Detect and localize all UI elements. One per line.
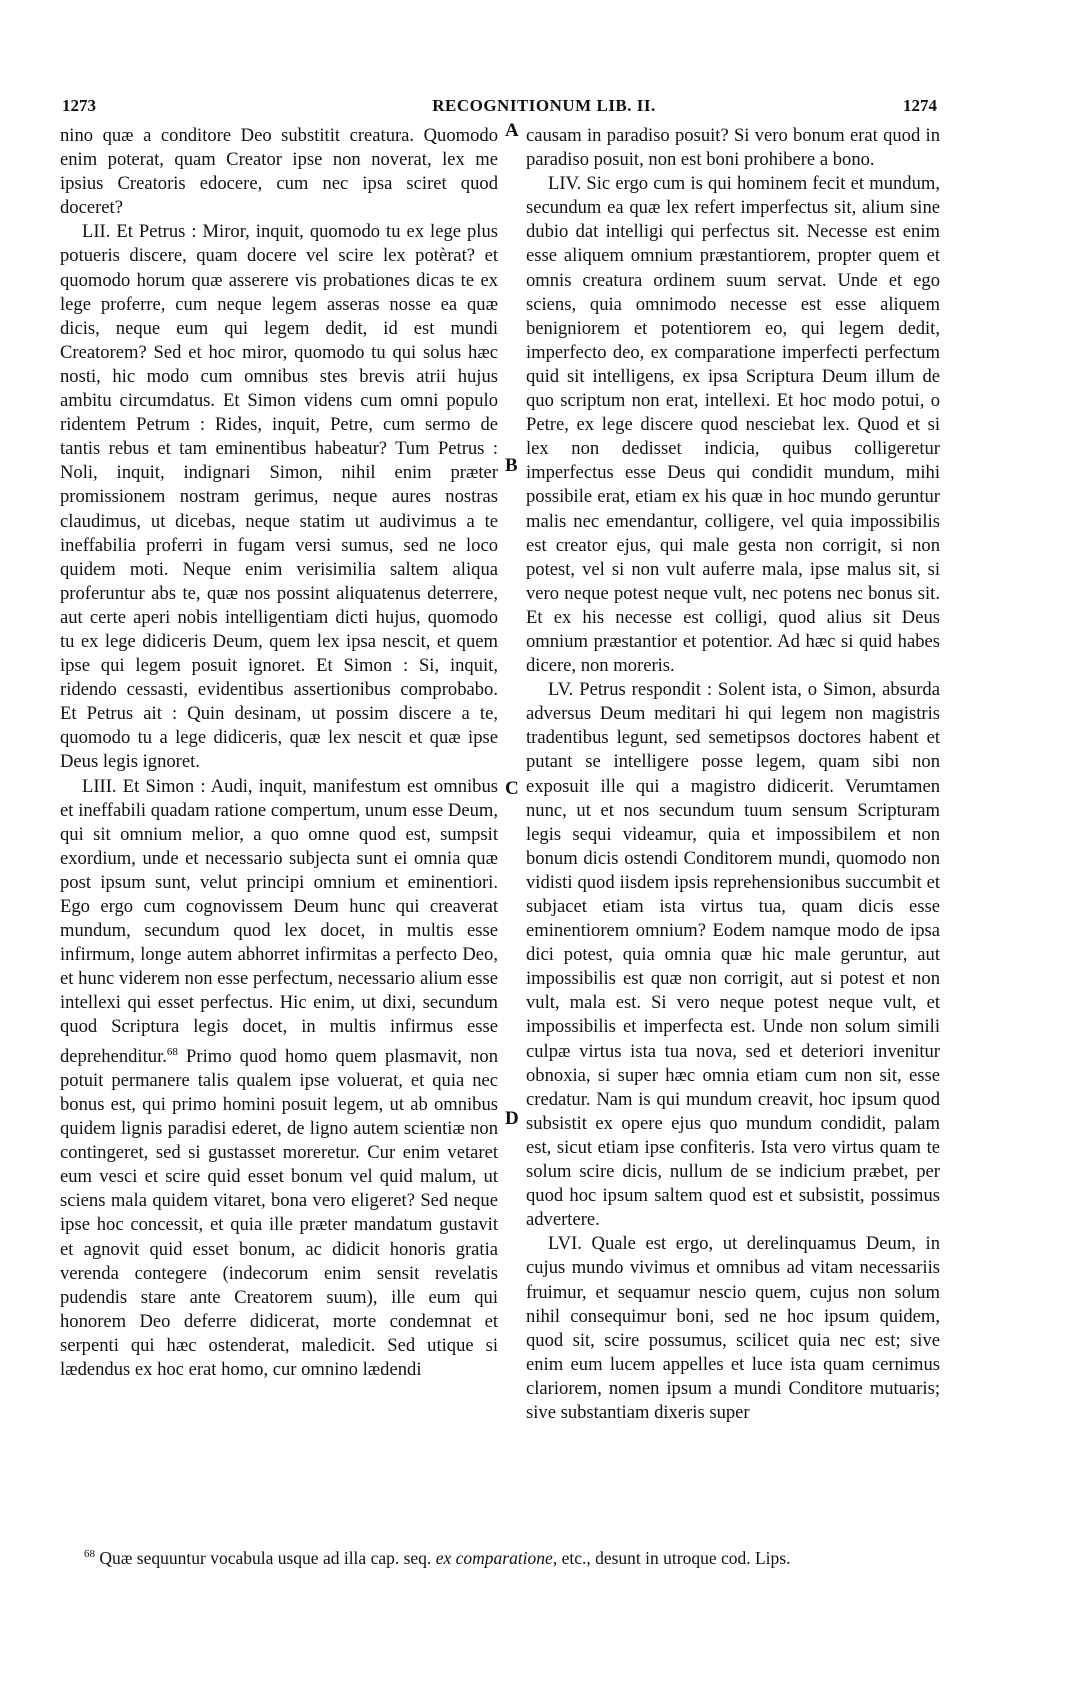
footnote-reference: 68 [166, 1045, 178, 1058]
margin-letter-d: D [505, 1108, 519, 1129]
running-title: RECOGNITIONUM LIB. II. [432, 96, 656, 115]
margin-letter-c: C [505, 778, 519, 799]
footnote-text: Quæ sequuntur vocabula usque ad illa cap. seq. [95, 1547, 436, 1568]
left-column [60, 124, 498, 1382]
chapter-lvi: LVI. Quale est ergo, ut derelinquamus Deum, in cujus mundo vivimus et omnibus ad vitam necessariis fruimur, et sequamur nescio quem, cujus non solum nihil consequimur boni, sed ne hoc ipsum quidem, quod sit, scire possumus, scilicet quia nec est; sive enim eum lucem appelles et luce ista quam cernimus clariorem, nomen ipsum a mundi Conditore mutuaris; sive substantiam dixeris super [526, 1233, 940, 1423]
left-page-number: 1273 [62, 96, 96, 115]
footnote-mark: 68 [84, 1548, 95, 1560]
chapter-liii-text-cont: Primo quod homo quem plasmavit, non potuit permanere talis qualem ipse voluerat, et quia nec bonus est, qui primo homini posuit legem, ut ab omnibus quidem lignis paradisi ederet, de ligno autem scientiæ non contingeret, sed si gustasset moreretur. Cur enim vetaret eum vesci et scire quid esset bonum vel quid malum, ut sciens mala quidem vitaret, bona vero eligeret? Sed neque ipse hoc concessit, et quia ille præter mandatum gustavit et agnovit quid esset bonum, ac didicit honoris gratia verenda contegere (indecorum enim sensit revelatis pudendis stare ante Creatorem suum), ille eum qui honorem Deo deferre didicerat, morte condemnat et serpenti qui hæc ostenderat, maledicit. Sed utique si lædendus ex hoc erat homo, cur omnino lædendi [60, 1045, 498, 1380]
footnote [60, 1543, 940, 1569]
left-paragraph: nino quæ a conditore Deo substitit creatura. Quomodo enim poterat, quam Creator ipse non noverat, lex me ipsius Creatoris edocere, cum nec ipsa sciret quod doceret? [60, 125, 498, 219]
chapter-liii-text: LIII. Et Simon : Audi, inquit, manifestum est omnibus et ineffabili quadam ratione compertum, unum esse Deum, qui sit omnium melior, a quo omne quod est, sumpsit exordium, unde et necessario subjecta sunt ei omnia quæ post ipsum sunt, velut principi omnium et eminentiori. Ego ergo cum cognovissem Deum hunc qui creaverat mundum, secundum quod lex docet, in multis esse infirmum, longe autem abhorret infirmitas a perfecto Deo, et hunc viderem non esse perfectum, necessario alium esse intellexi qui esset perfectus. Hic enim, ut dixi, secundum quod Scriptura legis docet, in multis infirmus esse deprehenditur. [60, 775, 498, 1067]
margin-letter-b: B [505, 455, 518, 476]
chapter-liii [60, 775, 498, 1383]
chapter-liv: LIV. Sic ergo cum is qui hominem fecit et mundum, secundum ea quæ lex refert imperfectus sit, alium sine dubio dat intelligi qui perfectus sit. Necesse est enim esse aliquem omnium præstantiorem, propter quem et omnis creatura ordinem suum servat. Unde et ego sciens, quia omnimodo necesse est esse aliquem benigniorem et potentiorem eo, qui legem dedit, imperfecto deo, ex comparatione imperfecti perfectum quid sit intelligens, ex ipsa Scriptura Deum illum de quo scriptum non erat, intellexi. Et hoc modo potui, o Petre, ex lege discere quod nesciebat lex. Quod et si lex non dedisset indicia, quibus colligeretur imperfectus esse Deus qui condidit mundum, mihi possibile erat, etiam ex his quæ in hoc mundo geruntur malis nec emendantur, colligere, vel quia impossibilis est creator ejus, qui male gesta non corrigit, si non potest, vel si non vult auferre mala, ipse malus sit, si vero neque potest neque vult, nec potens nec bonus sit. Et ex his necesse est colligi, quod alius sit Deus omnium præstantior et potentior. Ad hæc si quid habes dicere, non moreris. [526, 173, 940, 677]
right-page-number: 1274 [903, 96, 937, 115]
margin-letter-a: A [505, 120, 519, 141]
footnote-italic: ex comparatione [435, 1547, 553, 1568]
chapter-lii: LII. Et Petrus : Miror, inquit, quomodo tu ex lege plus potueris discere, quam docere vel scire lex potèrat? et quomodo horum quæ asserere vis probationes dicas te ex lege proferre, cum neque legem asseras nosse ea quæ dicis, neque eum qui legem dedit, id est mundi Creatorem? Sed et hoc miror, quomodo tu qui solus hæc nosti, hic modo cum omnibus stes brevis atrii hujus ambitu circumdatus. Et Simon videns cum omni populo ridentem Petrum : Rides, inquit, Petre, cum sermo de tantis rebus et tam eminentibus habeatur? Tum Petrus : Noli, inquit, indignari Simon, nihil enim præter promissionem nostram gerimus, neque aures nostras claudimus, ut dicebas, neque statim ut audivimus a te ineffabilia proferri in fugam versi sumus, sed ne loco quidem moti. Neque enim verisimilia saltem aliqua proferuntur abs te, quæ nos possint aliquatenus deterrere, aut certe aperi nobis intelligentiam dicti hujus, quomodo tu ex lege didiceris Deum, quem lex ipsa nescit, et quem ipse qui legem posuit ignoret. Et Simon : Si, inquit, ridendo cessasti, evidentibus assertionibus comprobabo. Et Petrus ait : Quin desinam, ut possim discere a te, quomodo tu a lege didiceris, quæ lex nescit et quæ ipse Deus legis ignoret. [60, 221, 498, 773]
right-paragraph: causam in paradiso posuit? Si vero bonum erat quod in paradiso posuit, non est boni prohibere a bono. [526, 125, 940, 171]
chapter-lv: LV. Petrus respondit : Solent ista, o Simon, absurda adversus Deum meditari hi qui legem non magistris tradentibus legunt, sed semetipsos doctores habent et putant se intelligere posse legem, quam sibi non exposuit ille qui a magistro didicerit. Verumtamen nunc, ut et nos secundum tuum sensum Scripturam legis sequi videamur, quia et impossibilem et non bonum dicis ostendi Conditorem mundi, quomodo non vidisti quod iisdem ipsis reprehensionibus succumbit et subjacet etiam ista virtus tua, quam dicis esse eminentiorem omnium? Eodem namque modo de ipsa dici potest, quia omnia quæ hic male geruntur, aut impossibilis est quæ non corrigit, aut si potest et non vult, mala est. Si vero neque potest neque vult, et impossibilis et imperfecta est. Unde non solum simili culpæ virtus ista tua nova, sed et deteriori invenitur obnoxia, si super hæc omnia etiam cum non sit, esse credatur. Nam is qui mundum creavit, hoc ipsum quod subsistit ex opere ejus quo mundum condidit, palam est, sicut etiam ipse confiteris. Ista vero virtus quam te solum scire dicis, nullum de se indicium præbet, per quod hoc ipsum saltem quod est et subsistit, possimus advertere. [526, 679, 940, 1231]
page-header [0, 96, 1088, 122]
footnote-text-end: , etc., desunt in utroque cod. Lips. [552, 1547, 791, 1568]
right-column [526, 124, 940, 1425]
